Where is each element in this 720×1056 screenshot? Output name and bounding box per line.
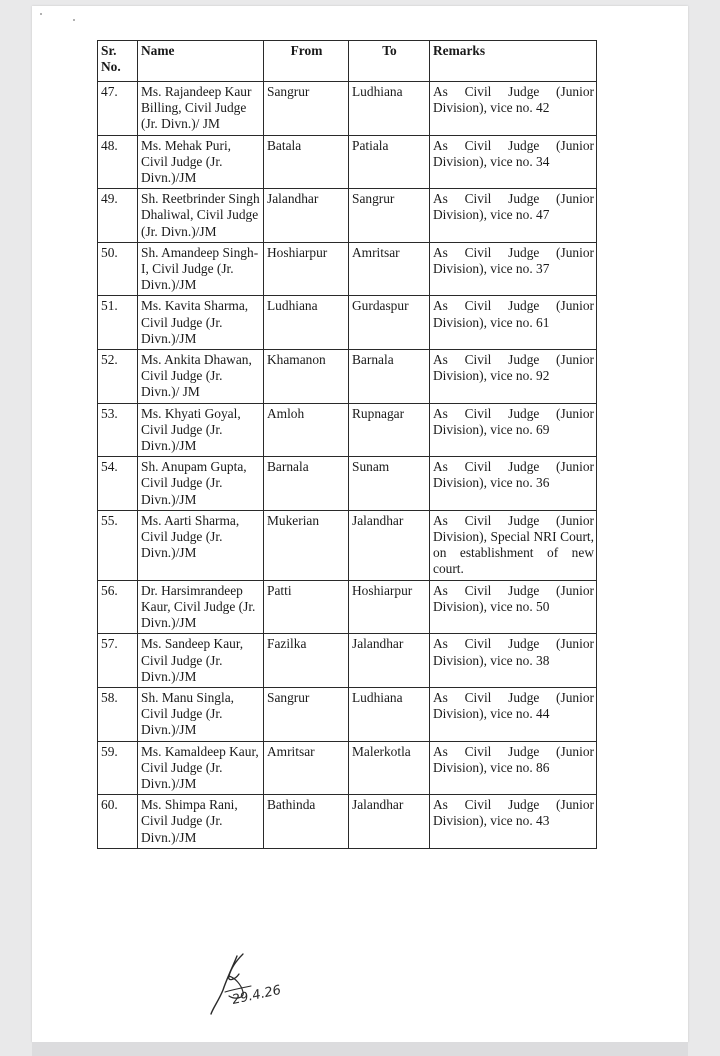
cell-sr-no: 56.: [98, 580, 138, 634]
cell-to: Ludhiana: [349, 687, 430, 741]
cell-sr-no: 53.: [98, 403, 138, 457]
cell-from: Sangrur: [264, 82, 349, 136]
cell-name: Sh. Anupam Gupta, Civil Judge (Jr. Divn.)/JM: [138, 457, 264, 511]
table-header-row: [98, 41, 597, 82]
cell-from: Sangrur: [264, 687, 349, 741]
cell-from: Ludhiana: [264, 296, 349, 350]
cell-remarks: As Civil Judge (Junior Division), vice no. 36: [430, 457, 597, 511]
header-name: Name: [138, 41, 264, 82]
cell-from: Khamanon: [264, 350, 349, 404]
cell-name: Ms. Shimpa Rani, Civil Judge (Jr. Divn.)/JM: [138, 795, 264, 849]
cell-remarks: As Civil Judge (Junior Division), vice no. 42: [430, 82, 597, 136]
cell-remarks: As Civil Judge (Junior Division), vice no. 61: [430, 296, 597, 350]
cell-from: Jalandhar: [264, 189, 349, 243]
cell-to: Rupnagar: [349, 403, 430, 457]
cell-name: Ms. Ankita Dhawan, Civil Judge (Jr. Divn.)/ JM: [138, 350, 264, 404]
cell-name: Ms. Khyati Goyal, Civil Judge (Jr. Divn.)/JM: [138, 403, 264, 457]
cell-from: Fazilka: [264, 634, 349, 688]
table-row: [98, 510, 597, 580]
cell-to: Jalandhar: [349, 795, 430, 849]
table-row: [98, 403, 597, 457]
cell-sr-no: 59.: [98, 741, 138, 795]
cell-sr-no: 51.: [98, 296, 138, 350]
cell-name: Ms. Sandeep Kaur, Civil Judge (Jr. Divn.)/JM: [138, 634, 264, 688]
cell-name: Sh. Manu Singla, Civil Judge (Jr. Divn.)/JM: [138, 687, 264, 741]
table-row: [98, 795, 597, 849]
cell-sr-no: 58.: [98, 687, 138, 741]
cell-sr-no: 54.: [98, 457, 138, 511]
table-row: [98, 135, 597, 189]
cell-name: Ms. Aarti Sharma, Civil Judge (Jr. Divn.)/JM: [138, 510, 264, 580]
cell-sr-no: 60.: [98, 795, 138, 849]
cell-from: Mukerian: [264, 510, 349, 580]
scan-speck: [73, 19, 75, 21]
cell-from: Bathinda: [264, 795, 349, 849]
cell-name: Sh. Reetbrinder Singh Dhaliwal, Civil Judge (Jr. Divn.)/JM: [138, 189, 264, 243]
table-body: [98, 82, 597, 849]
cell-remarks: As Civil Judge (Junior Division), vice no. 37: [430, 242, 597, 296]
table-row: [98, 687, 597, 741]
table-row: [98, 350, 597, 404]
cell-from: Patti: [264, 580, 349, 634]
cell-remarks: As Civil Judge (Junior Division), vice no. 50: [430, 580, 597, 634]
cell-sr-no: 49.: [98, 189, 138, 243]
cell-from: Amloh: [264, 403, 349, 457]
cell-sr-no: 55.: [98, 510, 138, 580]
cell-to: Amritsar: [349, 242, 430, 296]
cell-sr-no: 50.: [98, 242, 138, 296]
cell-from: Barnala: [264, 457, 349, 511]
cell-from: Amritsar: [264, 741, 349, 795]
cell-remarks: As Civil Judge (Junior Division), vice no. 47: [430, 189, 597, 243]
cell-to: Sunam: [349, 457, 430, 511]
cell-remarks: As Civil Judge (Junior Division), vice no. 44: [430, 687, 597, 741]
cell-name: Ms. Kavita Sharma, Civil Judge (Jr. Divn.)/JM: [138, 296, 264, 350]
cell-to: Ludhiana: [349, 82, 430, 136]
cell-remarks: As Civil Judge (Junior Division), vice no. 43: [430, 795, 597, 849]
header-to: To: [349, 41, 430, 82]
table-row: [98, 189, 597, 243]
cell-name: Ms. Kamaldeep Kaur, Civil Judge (Jr. Divn.)/JM: [138, 741, 264, 795]
cell-from: Batala: [264, 135, 349, 189]
header-from: From: [264, 41, 349, 82]
signature-date-note: 29.4.26: [230, 982, 283, 1008]
scan-speck: [40, 13, 42, 15]
cell-remarks: As Civil Judge (Junior Division), vice no. 38: [430, 634, 597, 688]
cell-to: Jalandhar: [349, 510, 430, 580]
table-row: [98, 580, 597, 634]
cell-sr-no: 52.: [98, 350, 138, 404]
cell-remarks: As Civil Judge (Junior Division), Special NRI Court, on establishment of new court.: [430, 510, 597, 580]
transfer-orders-table: [97, 40, 597, 849]
header-remarks: Remarks: [430, 41, 597, 82]
cell-sr-no: 57.: [98, 634, 138, 688]
cell-to: Barnala: [349, 350, 430, 404]
cell-remarks: As Civil Judge (Junior Division), vice no. 86: [430, 741, 597, 795]
cell-remarks: As Civil Judge (Junior Division), vice no. 34: [430, 135, 597, 189]
cell-sr-no: 48.: [98, 135, 138, 189]
table-row: [98, 296, 597, 350]
cell-sr-no: 47.: [98, 82, 138, 136]
table-row: [98, 82, 597, 136]
cell-to: Gurdaspur: [349, 296, 430, 350]
table-row: [98, 741, 597, 795]
header-sr-no: Sr. No.: [98, 41, 138, 82]
cell-name: Dr. Harsimrandeep Kaur, Civil Judge (Jr. Divn.)/JM: [138, 580, 264, 634]
table-row: [98, 634, 597, 688]
cell-remarks: As Civil Judge (Junior Division), vice no. 92: [430, 350, 597, 404]
table-row: [98, 457, 597, 511]
cell-to: Malerkotla: [349, 741, 430, 795]
cell-to: Sangrur: [349, 189, 430, 243]
cell-name: Ms. Rajandeep Kaur Billing, Civil Judge (Jr. Divn.)/ JM: [138, 82, 264, 136]
cell-remarks: As Civil Judge (Junior Division), vice no. 69: [430, 403, 597, 457]
page-edge-shadow: [32, 1042, 688, 1056]
cell-to: Patiala: [349, 135, 430, 189]
cell-to: Hoshiarpur: [349, 580, 430, 634]
table-row: [98, 242, 597, 296]
cell-name: Sh. Amandeep Singh-I, Civil Judge (Jr. Divn.)/JM: [138, 242, 264, 296]
cell-name: Ms. Mehak Puri, Civil Judge (Jr. Divn.)/JM: [138, 135, 264, 189]
handwritten-signature: [205, 952, 295, 1018]
cell-from: Hoshiarpur: [264, 242, 349, 296]
cell-to: Jalandhar: [349, 634, 430, 688]
